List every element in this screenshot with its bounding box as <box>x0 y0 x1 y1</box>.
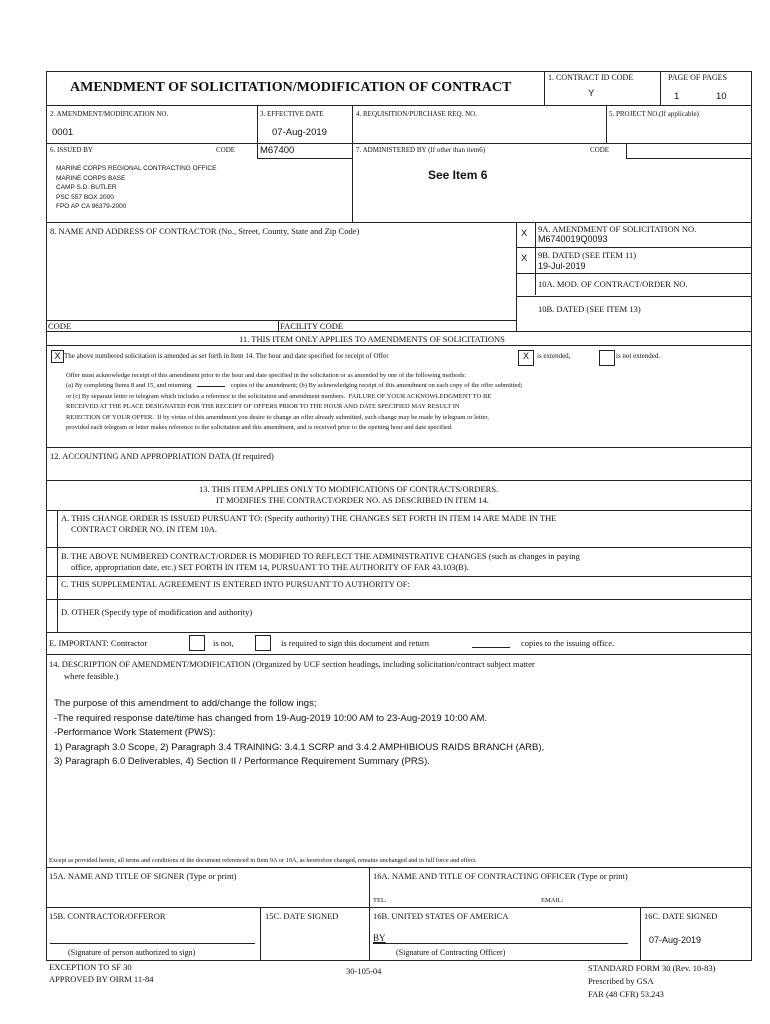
email-label: EMAIL: <box>541 897 564 904</box>
ack-line: REJECTION OF YOUR OFFER. If by virtue of this amendment you desire to change an offer already submitted, such change may be made by telegram or letter, <box>66 413 489 421</box>
issuing-office-address <box>56 164 216 212</box>
effective-date-value: 07-Aug-2019 <box>272 127 327 138</box>
officer-signature-caption: (Signature of Contracting Officer) <box>396 948 506 957</box>
contractor-signature-caption: (Signature of person authorized to sign) <box>68 948 196 957</box>
item-9a-label: 9A. AMENDMENT OF SOLICITATION NO. <box>538 224 697 234</box>
officer-signature-line[interactable] <box>373 943 628 944</box>
form-title: AMENDMENT OF SOLICITATION/MODIFICATION OF CONTRACT <box>70 80 512 95</box>
item-14-label-1: 14. DESCRIPTION OF AMENDMENT/MODIFICATION (Organized by UCF section headings, including solicitation/contract subject matter <box>49 659 535 669</box>
not-extended-checkbox[interactable] <box>599 350 615 366</box>
extended-check-mark: X <box>522 351 529 361</box>
item-15b-label: 15B. CONTRACTOR/OFFEROR <box>49 911 166 921</box>
item-10a-label: 10A. MOD. OF CONTRACT/ORDER NO. <box>538 279 688 289</box>
extended-checkbox[interactable] <box>518 350 534 366</box>
address-line: FPO AP CA 96379-2000 <box>56 203 127 210</box>
standard-form-label: STANDARD FORM 30 (Rev. 10-83) <box>588 963 716 973</box>
important-label: E. IMPORTANT: Contractor <box>49 638 148 648</box>
item-13b-line-2: office, appropriation date, etc.) SET FORTH IN ITEM 14, PURSUANT TO THE AUTHORITY OF FAR 43.103(B). <box>71 562 469 572</box>
item-9b-check[interactable]: X <box>521 253 528 264</box>
description-line: -The required response date/time has changed from 19-Aug-2019 10:00 AM to 23-Aug-2019 10:00 AM. <box>54 712 488 724</box>
ack-line: RECEIVED AT THE PLACE DESIGNATED FOR THE RECEIPT OF OFFERS PRIOR TO THE HOUR AND DATE SPECIFIED MAY RESULT IN <box>66 403 460 411</box>
item-12-label: 12. ACCOUNTING AND APPROPRIATION DATA (If required) <box>50 451 274 461</box>
address-line: MARINE CORPS BASE <box>56 174 126 182</box>
item-9a-check[interactable]: X <box>521 228 528 239</box>
copies-return-blank[interactable] <box>472 647 510 648</box>
except-statement: Except as provided herein, all terms and conditions of the document referenced in Item 9A or 10A, as heretofore changed, remains unchanged and in full force and effect. <box>49 857 477 864</box>
address-line: PSC 557 BOX 2000 <box>56 193 114 201</box>
contract-id-code-value: Y <box>588 88 595 99</box>
item-13-title-2: IT MODIFIES THE CONTRACT/ORDER NO. AS DESCRIBED IN ITEM 14. <box>216 495 489 505</box>
copies-blank[interactable] <box>197 386 225 387</box>
item-15a-label: 15A. NAME AND TITLE OF SIGNER (Type or print) <box>49 871 237 881</box>
item-14-label-2: where feasible.) <box>64 671 119 681</box>
item-9b-label: 9B. DATED (SEE ITEM 11) <box>538 250 637 260</box>
address-line: CAMP S.D. BUTLER <box>56 184 117 191</box>
item-13a-line-1: A. THIS CHANGE ORDER IS ISSUED PURSUANT TO: (Specify authority) THE CHANGES SET FORTH IN ITEM 14 ARE MADE IN THE <box>61 513 557 523</box>
effective-date-label: 3. EFFECTIVE DATE <box>260 110 324 118</box>
item-13b-line-1: B. THE ABOVE NUMBERED CONTRACT/ORDER IS MODIFIED TO REFLECT THE ADMINISTRATIVE CHANGES (such as changes in paying <box>61 551 580 561</box>
page-count: 10 <box>716 91 727 102</box>
contractor-name-address-label: 8. NAME AND ADDRESS OF CONTRACTOR (No., Street, County, State and Zip Code) <box>50 226 360 236</box>
tel-label: TEL: <box>373 897 387 904</box>
description-line: 1) Paragraph 3.0 Scope, 2) Paragraph 3.4 TRAINING: 3.4.1 SCRP and 3.4.2 AMPHIBIOUS RAIDS BRANCH (ARB), <box>54 741 545 753</box>
item-13d-line: D. OTHER (Specify type of modification and authority) <box>61 607 253 617</box>
contract-id-code-label: 1. CONTRACT ID CODE <box>548 73 634 82</box>
req-no-label: 4. REQUISITION/PURCHASE REQ. NO. <box>356 110 477 118</box>
acknowledgment-paragraph <box>66 371 522 433</box>
officer-date-signed: 07-Aug-2019 <box>649 935 702 945</box>
amended-text: The above numbered solicitation is amended as set forth in Item 14. The hour and date specified for receipt of Offer <box>64 352 389 360</box>
ack-line: Offer must acknowledge receipt of this amendment prior to the hour and date specified in the solicitation or as amended by one of the following methods: <box>66 372 467 379</box>
ack-line: or (c) By separate letter or telegram which includes a reference to the solicitation and amendment numbers. FAILURE OF YOUR ACKNOWLEDGMENT TO BE <box>66 392 492 400</box>
ack-line: provided each telegram or letter makes reference to the solicitation and this amendment, and is received prior to the opening hour and date specified. <box>66 424 453 432</box>
administered-by-code-label: CODE <box>590 146 610 154</box>
administered-by-label: 7. ADMINISTERED BY (If other than item6) <box>356 146 486 154</box>
copies-label: copies to the issuing office. <box>521 638 615 648</box>
exception-text: EXCEPTION TO SF 30 <box>49 962 132 972</box>
description-line: The purpose of this amendment to add/change the follow ings; <box>54 698 317 709</box>
issued-by-code-label: CODE <box>216 146 236 154</box>
issued-by-code-value: M67400 <box>260 145 295 156</box>
modification-description <box>54 697 544 770</box>
item-13a-line-2: CONTRACT ORDER NO. IN ITEM 10A. <box>71 524 217 534</box>
extended-label: is extended, <box>537 352 571 360</box>
description-line: -Performance Work Statement (PWS): <box>54 727 216 738</box>
is-not-checkbox[interactable] <box>189 635 205 651</box>
form-code: 30-105-04 <box>346 966 382 976</box>
item-15c-label: 15C. DATE SIGNED <box>265 911 339 921</box>
contractor-code-label: CODE <box>48 321 72 331</box>
item-16b-label: 16B. UNITED STATES OF AMERICA <box>373 911 509 921</box>
item-13c-line: C. THIS SUPPLEMENTAL AGREEMENT IS ENTERED INTO PURSUANT TO AUTHORITY OF: <box>61 579 410 589</box>
is-required-checkbox[interactable] <box>255 635 271 651</box>
item-9b-date: 19-Jul-2019 <box>538 261 586 271</box>
amended-check-mark: X <box>54 351 61 361</box>
far-reference: FAR (48 CFR) 53.243 <box>588 989 664 999</box>
ack-line: copies of the amendment; (b) By acknowledging receipt of this amendment on each copy of the offer submitted; <box>230 382 523 390</box>
see-item-6: See Item 6 <box>428 168 488 182</box>
is-required-label: is required to sign this document and return <box>281 638 430 648</box>
facility-code-label: FACILITY CODE <box>280 321 344 331</box>
amendment-no-value: 0001 <box>52 127 74 138</box>
item-16c-label: 16C. DATE SIGNED <box>644 911 718 921</box>
amended-checkbox[interactable] <box>51 350 64 363</box>
ack-line: (a) By completing Items 8 and 15, and returning <box>66 382 192 390</box>
contractor-signature-line[interactable] <box>50 943 255 944</box>
item-11-title: 11. THIS ITEM ONLY APPLIES TO AMENDMENTS OF SOLICITATIONS <box>239 334 505 344</box>
description-line: 3) Paragraph 6.0 Deliverables, 4) Section II / Performance Requirement Summary (PRS). <box>54 756 430 767</box>
page-number: 1 <box>674 91 680 102</box>
by-label: BY <box>373 933 386 943</box>
item-10b-label: 10B. DATED (SEE ITEM 13) <box>538 304 641 314</box>
approved-text: APPROVED BY OIRM 11-84 <box>49 974 154 984</box>
amendment-no-label: 2. AMENDMENT/MODIFICATION NO. <box>50 110 169 118</box>
issued-by-label: 6. ISSUED BY <box>50 146 93 154</box>
page-of-pages-label: PAGE OF PAGES <box>668 73 727 82</box>
item-13-title-1: 13. THIS ITEM APPLIES ONLY TO MODIFICATIONS OF CONTRACTS/ORDERS. <box>199 484 499 494</box>
not-extended-label: is not extended. <box>616 352 661 360</box>
project-no-label: 5. PROJECT NO.(If applicable) <box>609 110 699 118</box>
address-line: MARINE CORPS REGIONAL CONTRACTING OFFICE <box>56 165 217 172</box>
prescribed-by: Prescribed by GSA <box>588 976 654 986</box>
item-16a-label: 16A. NAME AND TITLE OF CONTRACTING OFFICER (Type or print) <box>373 871 628 881</box>
is-not-label: is not, <box>213 638 234 648</box>
solicitation-number: M6740019Q0093 <box>538 234 608 244</box>
